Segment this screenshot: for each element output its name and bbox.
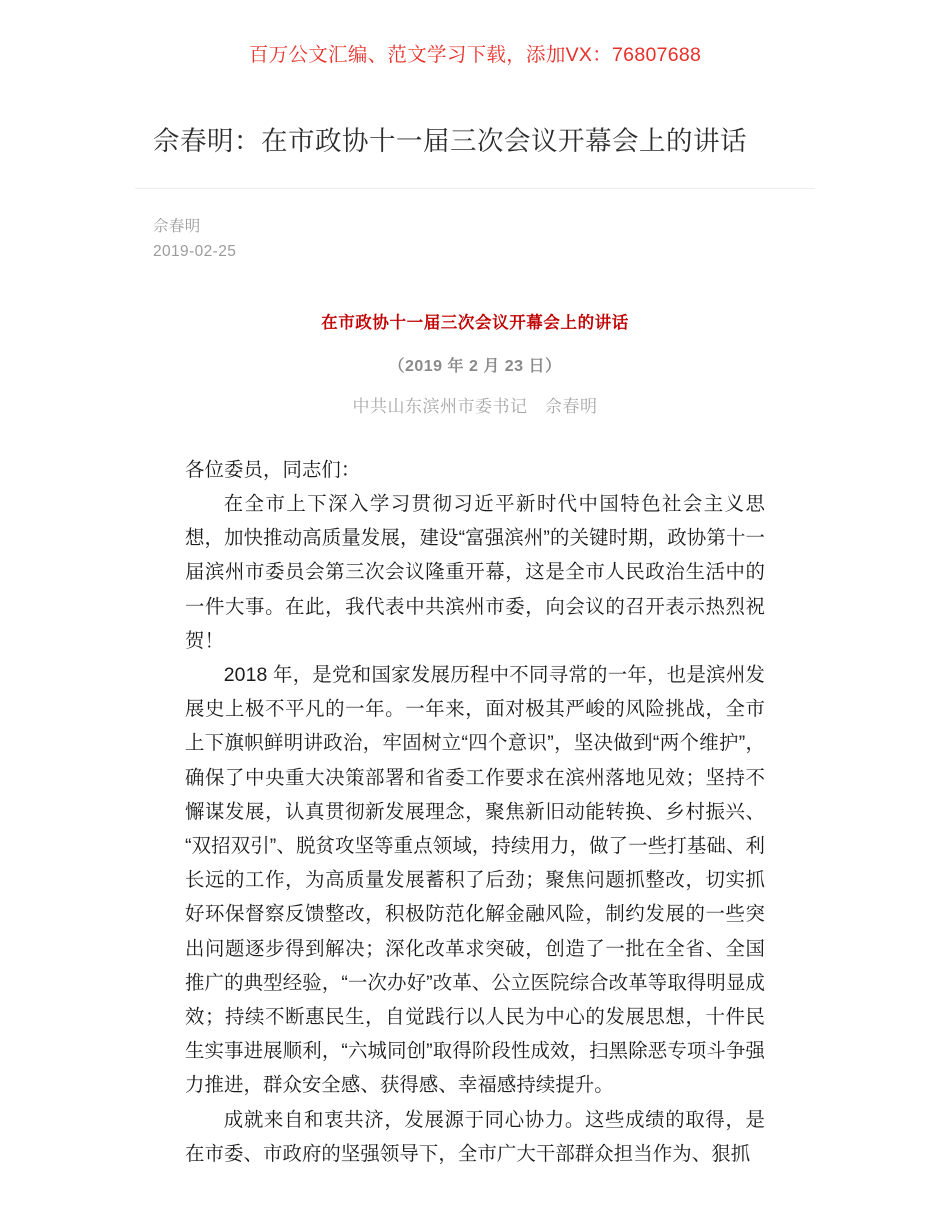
promo-banner-text: 百万公文汇编、范文学习下载，添加VX：76807688 — [248, 44, 702, 66]
article-author: 佘春明 — [153, 217, 201, 235]
speech-date-line: （2019 年 2 月 23 日） — [388, 357, 562, 375]
speech-heading-group — [135, 264, 815, 417]
speech-byline: 中共山东滨州市委书记 佘春明 — [352, 396, 598, 416]
article-meta — [153, 214, 815, 264]
paragraph-salutation: 各位委员，同志们： — [185, 458, 361, 481]
page-title: 佘春明：在市政协十一届三次会议开幕会上的讲话 — [153, 126, 747, 157]
paragraph-1: 在全市上下深入学习贯彻习近平新时代中国特色社会主义思想，加快推动高质量发展，建设“富强滨州”的关键时期，政协第十一届滨州市委员会第三次会议隆重开幕，这是全市人民政治生活中的一件大事。在此，我代表中共滨州市委，向会议的召开表示热烈祝贺！ — [185, 492, 765, 652]
article-header — [135, 67, 815, 264]
paragraph-2: 2018 年，是党和国家发展历程中不同寻常的一年，也是滨州发展史上极不平凡的一年。一年来，面对极其严峻的风险挑战，全市上下旗帜鲜明讲政治，牢固树立“四个意识”，坚决做到“两个维护”，确保了中央重大决策部署和省委工作要求在滨州落地见效；坚持不懈谋发展，认真贯彻新发展理念，聚焦新旧动能转换、乡村振兴、“双招双引”、脱贫攻坚等重点领域，持续用力，做了一些打基础、利长远的工作，为高质量发展蓄积了后劲；聚焦问题抓整改，切实抓好环保督察反馈整改，积极防范化解金融风险，制约发展的一些突出问题逐步得到解决；深化改革求突破，创造了一批在全省、全国推广的典型经验，“一次办好”改革、公立医院综合改革等取得明显成效；持续不断惠民生，自觉践行以人民为中心的发展思想，十件民生实事进展顺利，“六城同创”取得阶段性成效，扫黑除恶专项斗争强力推进，群众安全感、获得感、幸福感持续提升。 — [185, 664, 765, 1097]
document-body — [185, 417, 765, 1171]
article-date: 2019-02-25 — [153, 242, 237, 260]
paragraph-3: 成就来自和衷共济，发展源于同心协力。这些成绩的取得，是在市委、市政府的坚强领导下，全市广大干部群众担当作为、狠抓 — [185, 1108, 765, 1165]
promo-banner — [0, 0, 950, 67]
speech-title: 在市政协十一届三次会议开幕会上的讲话 — [321, 314, 629, 333]
title-divider — [135, 188, 815, 189]
